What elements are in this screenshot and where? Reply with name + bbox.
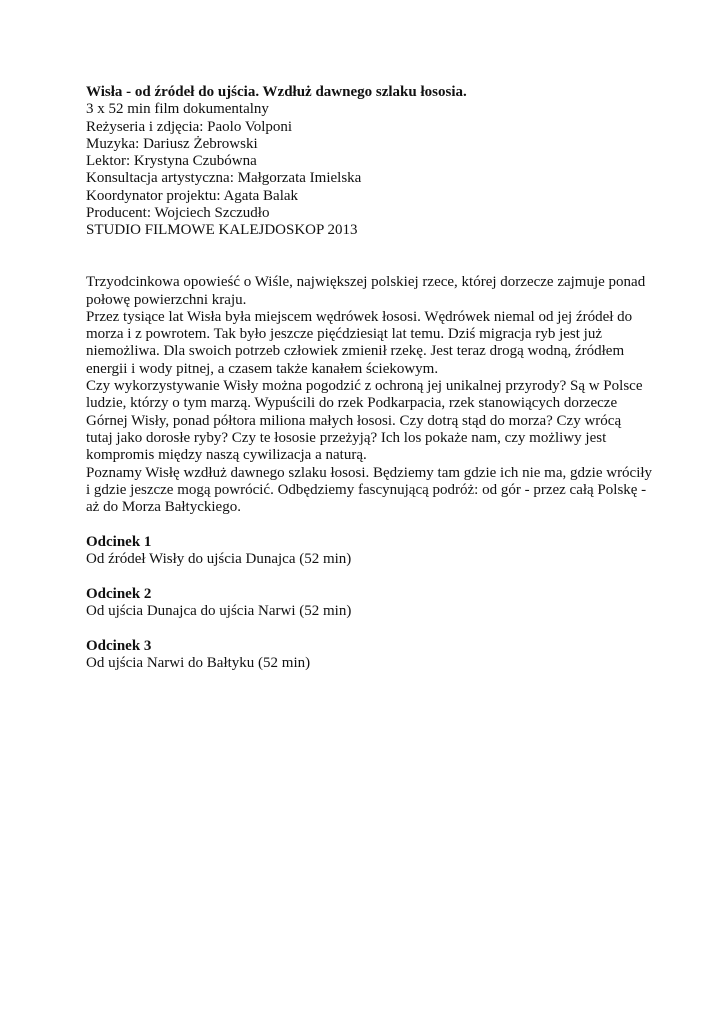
spacer: [86, 620, 646, 637]
credit-line: Producent: Wojciech Szczudło: [86, 205, 270, 222]
spacer: [86, 516, 646, 533]
credit-line: Konsultacja artystyczna: Małgorzata Imielska: [86, 170, 362, 187]
credit-line: Lektor: Krystyna Czubówna: [86, 153, 257, 170]
body-line: i gdzie jeszcze mogą powrócić. Odbędziemy fascynującą podróż: od gór - przez całą Polskę -: [86, 481, 647, 498]
body-line: energii i wody pitnej, a czasem także kanałem ściekowym.: [86, 360, 439, 377]
episode-block: [86, 586, 646, 621]
episode-title: Odcinek 3: [86, 637, 152, 654]
body-line: Górnej Wisły, ponad półtora miliona małych łososi. Czy dotrą stąd do morza? Czy wrócą: [86, 412, 622, 429]
body-line: Trzyodcinkowa opowieść o Wiśle, największej polskiej rzece, której dorzecze zajmuje ponad: [86, 274, 646, 291]
credit-line: Muzyka: Dariusz Żebrowski: [86, 135, 258, 152]
body-line: niemożliwa. Dla swoich potrzeb człowiek zmienił rzekę. Jest teraz drogą wodną, źródłem: [86, 343, 625, 360]
episode-description: Od ujścia Narwi do Bałtyku (52 min): [86, 654, 311, 671]
spacer: [86, 568, 646, 585]
body-line: aż do Morza Bałtyckiego.: [86, 499, 241, 516]
body-line: kompromis między naszą cywilizacja a naturą.: [86, 447, 367, 464]
document-page: [86, 84, 653, 672]
episode-description: Od ujścia Dunajca do ujścia Narwi (52 min): [86, 602, 352, 619]
episode-block: [86, 534, 646, 569]
header-block: [86, 84, 646, 240]
document-title: Wisła - od źródeł do ujścia. Wzdłuż dawnego szlaku łososia.: [86, 84, 467, 100]
body-line: Czy wykorzystywanie Wisły można pogodzić z ochroną jej unikalnej przyrody? Są w Polsce: [86, 378, 643, 395]
spacer: [86, 240, 646, 275]
body-line: Poznamy Wisłę wzdłuż dawnego szlaku łososi. Będziemy tam gdzie ich nie ma, gdzie wróciły: [86, 464, 653, 481]
episode-description: Od źródeł Wisły do ujścia Dunajca (52 min): [86, 551, 352, 568]
description-block: [86, 274, 653, 516]
credit-line: STUDIO FILMOWE KALEJDOSKOP 2013: [86, 222, 358, 239]
body-line: Przez tysiące lat Wisła była miejscem wędrówek łososi. Wędrówek niemal od jej źródeł do: [86, 308, 633, 325]
credit-line: 3 x 52 min film dokumentalny: [86, 101, 269, 118]
body-line: ludzie, którzy o tym marzą. Wypuścili do rzek Podkarpacia, rzek stanowiących dorzecze: [86, 395, 618, 412]
credit-line: Reżyseria i zdjęcia: Paolo Volponi: [86, 118, 293, 135]
episode-title: Odcinek 1: [86, 533, 152, 550]
body-line: połowę powierzchni kraju.: [86, 291, 247, 308]
episode-title: Odcinek 2: [86, 585, 152, 602]
body-line: tutaj jako dorosłe ryby? Czy te łososie przeżyją? Ich los pokaże nam, czy możliwy jest: [86, 429, 607, 446]
body-line: morza i z powrotem. Tak było jeszcze pięćdziesiąt lat temu. Dziś migracja ryb jest już: [86, 326, 602, 343]
credit-line: Koordynator projektu: Agata Balak: [86, 187, 299, 204]
episode-block: [86, 638, 646, 673]
